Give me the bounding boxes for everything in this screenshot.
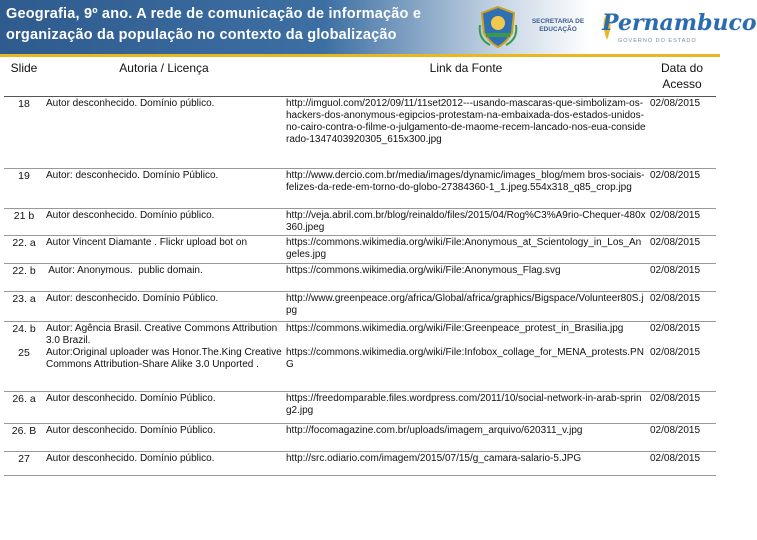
table-row (4, 208, 716, 235)
header-divider (0, 54, 720, 57)
cell-link-first: https://commons.wikimedia.org/wiki/File:Greenpeace_protest_in_Brasilia.jpg (286, 322, 624, 334)
cell-slide: 19 (18, 169, 30, 182)
cell-link: http://www.dercio.com.br/media/images/dynamic/images_blog/mem bros-sociais-felizes-da-rede-em-torno-do-globo-27384360-1_1.jpeg.554x318_q85_crop.jpg (286, 169, 645, 193)
cell-link: http://www.greenpeace.org/africa/Global/africa/graphics/Bigspace/Volunteer80S.jpg (286, 292, 644, 316)
table-row (4, 291, 716, 321)
col-header-slide: Slide (10, 61, 38, 75)
cell-slide: 26. a (12, 392, 36, 405)
cell-data: 02/08/2015 (650, 97, 701, 109)
cell-data: 02/08/2015 (650, 236, 701, 248)
table-row (4, 391, 716, 423)
table-row (4, 451, 716, 475)
brand-subtitle: GOVERNO DO ESTADO (618, 38, 697, 44)
cell-link: http://veja.abril.com.br/blog/reinaldo/files/2015/04/Rog%C3%A9rio-Chequer-480x360.jpeg (286, 209, 646, 233)
table-row (4, 321, 716, 391)
cell-data: 02/08/2015 (650, 292, 701, 304)
cell-link: https://freedomparable.files.wordpress.com/2011/10/social-network-in-arab-spring2.jpg (286, 392, 642, 416)
cell-slide-first: 24. b (12, 322, 36, 335)
cell-link: http://imguol.com/2012/09/11/11set2012---usando-mascaras-que-simbolizam-os-hackers-dos-anonymous-egipcios-protestam-na-embaixada-dos-estados-unidos-no-cairo-contra-o-filme-o-julgamento-de-maome-recem-lancado-nos-eua-considerado-1347403920305_615x300.jpg (286, 97, 646, 145)
cell-link-second: https://commons.wikimedia.org/wiki/File:Infobox_collage_for_MENA_protests.PNG (286, 346, 644, 370)
cell-autoria: Autor: desconhecido. Domínio Público. (46, 169, 219, 181)
cell-autoria: Autor Vincent Diamante . Flickr upload bot on (46, 236, 248, 248)
cell-slide: 18 (18, 97, 30, 110)
cell-data: 02/08/2015 (650, 424, 701, 436)
cell-autoria: Autor desconhecido. Domínio Público. (46, 392, 216, 404)
logo-area (468, 4, 757, 50)
cell-link: http://src.odiario.com/imagem/2015/07/15/g_camara-salario-5.JPG (286, 452, 582, 464)
cell-data: 02/08/2015 (650, 452, 701, 464)
cell-slide: 27 (18, 452, 30, 465)
cell-autoria (44, 321, 284, 391)
cell-link: http://focomagazine.com.br/uploads/imagem_arquivo/620311_v.jpg (286, 424, 583, 436)
brand-name: Pernambuco (602, 10, 757, 36)
cell-autoria: Autor desconhecido. Domínio público. (46, 452, 215, 464)
cell-data: 02/08/2015 (650, 209, 701, 221)
table-row (4, 263, 716, 291)
cell-slide (4, 321, 44, 391)
cell-slide: 22. b (12, 264, 36, 277)
coat-of-arms-icon (478, 5, 518, 49)
cell-data-second: 02/08/2015 (650, 346, 701, 358)
cell-autoria: Autor desconhecido. Domínio Público. (46, 424, 216, 436)
cell-autoria: Autor desconhecido. Domínio público. (46, 97, 215, 109)
cell-autoria: Autor: Anonymous. public domain. (46, 264, 203, 276)
cell-autoria: Autor: desconhecido. Domínio Público. (46, 292, 219, 304)
cell-slide: 22. a (12, 236, 36, 249)
cell-link (284, 321, 648, 391)
cell-data: 02/08/2015 (650, 169, 701, 181)
cell-autoria-first: Autor: Agência Brasil. Creative Commons Attribution 3.0 Brazil. (46, 322, 278, 346)
cell-data: 02/08/2015 (650, 264, 701, 276)
cell-slide: 26. B (11, 424, 37, 437)
table-header-row (4, 58, 716, 96)
col-header-autoria: Autoria / Licença (119, 61, 209, 75)
table-row (4, 168, 716, 208)
cell-slide-second: 25 (18, 346, 30, 359)
header-banner (0, 0, 757, 54)
cell-link: https://commons.wikimedia.org/wiki/File:Anonymous_Flag.svg (286, 264, 561, 276)
cell-autoria-second: Autor:Original uploader was Honor.The.King Creative Commons Attribution-Share Alike 3.0 Unported . (46, 346, 282, 370)
cell-autoria: Autor desconhecido. Domínio público. (46, 209, 215, 221)
col-header-data: Data do Acesso (660, 61, 704, 91)
cell-data: 02/08/2015 (650, 392, 701, 404)
cell-slide: 23. a (12, 292, 36, 305)
table-row (4, 423, 716, 451)
cell-link: https://commons.wikimedia.org/wiki/File:Anonymous_at_Scientology_in_Los_Angeles.jpg (286, 236, 642, 260)
cell-slide: 21 b (13, 209, 35, 222)
cell-data (648, 321, 716, 391)
secretaria-label: SECRETARIA DE EDUCAÇÃO (531, 18, 585, 33)
table-row (4, 235, 716, 263)
table-row (4, 96, 716, 168)
page-title: Geografia, 9º ano. A rede de comunicação de informação e organização da população no contexto da globalização (6, 6, 422, 43)
sources-table (4, 58, 716, 476)
col-header-link: Link da Fonte (429, 61, 503, 75)
cell-data-first: 02/08/2015 (650, 322, 701, 334)
